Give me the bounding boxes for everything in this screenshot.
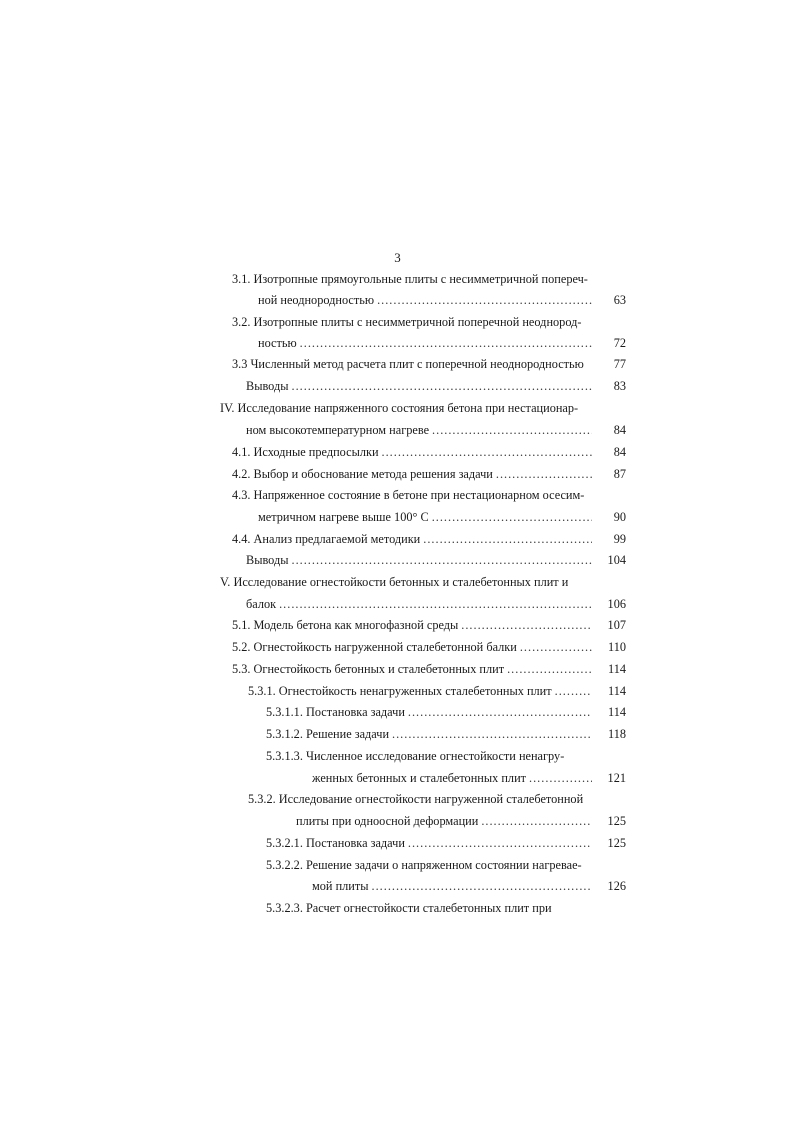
toc-entry-title: 3.2. Изотропные плиты с несимметричной поперечной неоднород-	[232, 315, 582, 329]
toc-page-number: 77	[613, 357, 626, 371]
leader-dots	[292, 375, 593, 397]
toc-entry-conclusions-3[interactable]	[0, 375, 795, 397]
toc-entry-5-3-2[interactable]	[0, 788, 795, 810]
toc-chapter-4-cont[interactable]	[0, 419, 795, 441]
toc-entry-title: 4.1. Исходные предпосылки	[232, 445, 379, 459]
toc-page-number: 125	[607, 814, 626, 828]
toc-page-number: 72	[613, 336, 626, 350]
toc-entry-title-cont: ностью	[258, 336, 297, 350]
leader-dots	[423, 528, 592, 550]
toc-page-number: 118	[608, 727, 626, 741]
toc-page-number: 114	[608, 662, 626, 676]
toc-entry-title-cont: мой плиты	[312, 879, 369, 893]
toc-entry-4-4[interactable]	[0, 528, 795, 550]
toc-chapter-4[interactable]	[0, 397, 795, 419]
toc-entry-title: 5.3.1.2. Решение задачи	[266, 727, 390, 741]
toc-entry-title: 5.3.1.1. Постановка задачи	[266, 705, 405, 719]
toc-entry-title: 5.1. Модель бетона как многофазной среды	[232, 618, 459, 632]
leader-dots	[382, 441, 592, 463]
toc-entry-title: 4.3. Напряженное состояние в бетоне при нестационарном осесим-	[232, 488, 585, 502]
toc-entry-title-cont: ном высокотемпературном нагреве	[246, 423, 430, 437]
leader-dots	[529, 767, 592, 789]
toc-entry-5-2[interactable]	[0, 636, 795, 658]
toc-page-number: 63	[613, 293, 626, 307]
toc-page-number: 99	[613, 532, 626, 546]
leader-dots	[555, 680, 592, 702]
toc-page-number: 84	[613, 445, 626, 459]
page-number: 3	[394, 250, 401, 265]
leader-dots	[432, 506, 592, 528]
toc-entry-5-3-1[interactable]	[0, 680, 795, 702]
toc-entry-5-3-2-cont[interactable]	[0, 810, 795, 832]
toc-entry-title: 5.3.2.1. Постановка задачи	[266, 836, 405, 850]
leader-dots	[496, 463, 592, 485]
toc-entry-5-3-2-2[interactable]	[0, 854, 795, 876]
toc-page-number: 110	[608, 640, 626, 654]
leader-dots	[432, 419, 592, 441]
toc-entry-5-1[interactable]	[0, 614, 795, 636]
toc-page-number: 126	[607, 879, 626, 893]
toc-entry-5-3-1-3[interactable]	[0, 745, 795, 767]
toc-entry-5-3-2-1[interactable]	[0, 832, 795, 854]
toc-entry-5-3-2-2-cont[interactable]	[0, 875, 795, 897]
toc-entry-title: 4.4. Анализ предлагаемой методики	[232, 532, 421, 546]
toc-entry-title: 5.3. Огнестойкость бетонных и сталебетонных плит	[232, 662, 505, 676]
toc-entry-3-2[interactable]	[0, 311, 795, 333]
toc-entry-4-1[interactable]	[0, 441, 795, 463]
toc-entry-3-1-cont[interactable]	[0, 289, 795, 311]
toc-entry-title: 3.1. Изотропные прямоугольные плиты с несимметричной попереч-	[232, 272, 588, 286]
toc-page-number: 90	[613, 510, 626, 524]
toc-entry-5-3[interactable]	[0, 658, 795, 680]
toc-entry-4-3[interactable]	[0, 484, 795, 506]
toc-entry-title: Выводы	[246, 379, 289, 393]
toc-entry-title: 4.2. Выбор и обоснование метода решения задачи	[232, 467, 493, 481]
leader-dots	[520, 636, 592, 658]
toc-entry-title-cont: плиты при одноосной деформации	[296, 814, 479, 828]
toc-chapter-5[interactable]	[0, 571, 795, 593]
toc-page-number: 84	[613, 423, 626, 437]
toc-entry-4-3-cont[interactable]	[0, 506, 795, 528]
toc-page-number: 106	[607, 597, 626, 611]
toc-entry-5-3-1-2[interactable]	[0, 723, 795, 745]
toc-entry-title: V. Исследование огнестойкости бетонных и сталебетонных плит и	[220, 575, 569, 589]
toc-entry-5-3-2-3[interactable]	[0, 897, 795, 919]
toc-page-number: 83	[613, 379, 626, 393]
leader-dots	[372, 875, 592, 897]
toc-entry-title: Выводы	[246, 553, 289, 567]
toc-entry-4-2[interactable]	[0, 463, 795, 485]
leader-dots	[461, 614, 592, 636]
leader-dots	[300, 332, 592, 354]
toc-entry-title: 5.3.2.3. Расчет огнестойкости сталебетонных плит при	[266, 901, 552, 915]
leader-dots	[392, 723, 592, 745]
toc-page-number: 114	[608, 705, 626, 719]
leader-dots	[292, 549, 593, 571]
toc-entry-3-3[interactable]	[0, 353, 795, 375]
toc-page-number: 87	[613, 467, 626, 481]
toc-entry-title: 5.3.1.3. Численное исследование огнестойкости ненагру-	[266, 749, 565, 763]
toc-page-number: 104	[607, 553, 626, 567]
toc-entry-title: 3.3 Численный метод расчета плит с поперечной неоднородностью	[232, 357, 584, 371]
leader-dots	[279, 593, 592, 615]
toc-page-number: 125	[607, 836, 626, 850]
toc-entry-3-1[interactable]	[0, 268, 795, 290]
toc-page-number: 107	[607, 618, 626, 632]
toc-entry-title-cont: женных бетонных и сталебетонных плит	[312, 771, 527, 785]
leader-dots	[408, 701, 592, 723]
toc-page-number: 114	[608, 684, 626, 698]
toc-entry-title: IV. Исследование напряженного состояния бетона при нестационар-	[220, 401, 579, 415]
toc-entry-3-2-cont[interactable]	[0, 332, 795, 354]
leader-dots	[481, 810, 592, 832]
toc-entry-title-cont: ной неоднородностью	[258, 293, 375, 307]
toc-entry-title-cont: балок	[246, 597, 277, 611]
toc-page-number: 121	[607, 771, 626, 785]
leader-dots	[377, 289, 592, 311]
toc-entry-conclusions-4[interactable]	[0, 549, 795, 571]
toc-chapter-5-cont[interactable]	[0, 593, 795, 615]
leader-dots	[507, 658, 592, 680]
leader-dots	[408, 832, 592, 854]
toc-entry-5-3-1-1[interactable]	[0, 701, 795, 723]
toc-entry-5-3-1-3-cont[interactable]	[0, 767, 795, 789]
toc-entry-title: 5.3.1. Огнестойкость ненагруженных сталебетонных плит	[248, 684, 552, 698]
toc-entry-title: 5.2. Огнестойкость нагруженной сталебетонной балки	[232, 640, 517, 654]
toc-entry-title: 5.3.2. Исследование огнестойкости нагруженной сталебетонной	[248, 792, 584, 806]
toc-entry-title-cont: метричном нагреве выше 100° С	[258, 510, 429, 524]
toc-entry-title: 5.3.2.2. Решение задачи о напряженном состоянии нагревае-	[266, 858, 582, 872]
